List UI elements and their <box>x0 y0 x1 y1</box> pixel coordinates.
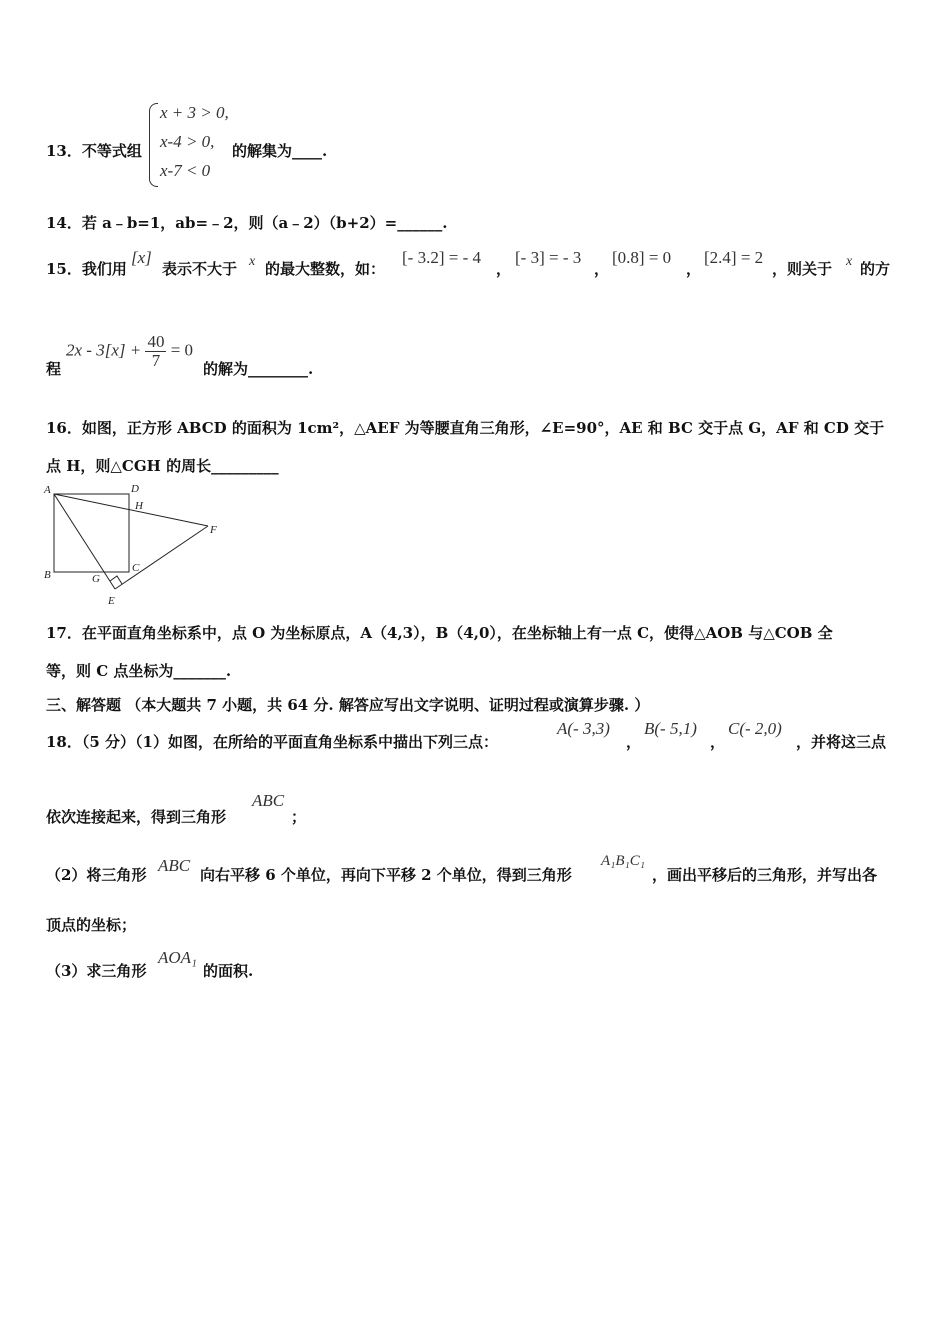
q15-x1: x <box>249 254 256 269</box>
q16-figure <box>40 484 230 609</box>
q15-comma-2: ， <box>594 260 610 278</box>
q18-p1-start: 18．（5 分）（1）如图，在所给的平面直角坐标系中描出下列三点： <box>46 733 498 751</box>
q15-eq-left: 2x - 3[x] + <box>66 340 142 360</box>
q13-tail: 的解集为____. <box>232 142 328 160</box>
q15-line2-end: 的解为________. <box>203 360 314 378</box>
segment-af <box>54 494 208 526</box>
q18-sep-2: ， <box>710 733 726 751</box>
q15-mid3: ，则关于 <box>772 260 833 278</box>
section-3-heading: 三、解答题 （本大题共 7 小题，共 64 分. 解答应写出文字说明、证明过程或演算步骤. ） <box>46 696 650 714</box>
q18-p1-end: ，并将这三点 <box>796 733 887 751</box>
q18-p2-mid: 向右平移 6 个单位，再向下平移 2 个单位，得到三角形 <box>200 866 572 884</box>
q18-abc-2: ABC <box>158 856 191 875</box>
q15-equation <box>66 333 193 370</box>
q13-label: 13．不等式组 <box>46 142 142 160</box>
q18-semicolon: ； <box>291 808 307 826</box>
q18-p3-end: 的面积. <box>203 962 254 980</box>
q15-eq-numerator: 40 <box>147 332 165 351</box>
q17-line2: 等，则 C 点坐标为_______. <box>46 662 232 680</box>
q15-example-3: [0.8] = 0 <box>612 248 672 267</box>
q18-p2-line2: 顶点的坐标； <box>46 916 137 934</box>
q18-aoa1: AOA₁ <box>158 948 197 967</box>
q15-comma-3: ， <box>686 260 702 278</box>
q15-example-2: [- 3] = - 3 <box>515 248 582 267</box>
q18-point-a: A(- 3,3) <box>557 719 610 738</box>
q15-example-1: [- 3.2] = - 4 <box>402 248 481 267</box>
q13-ineq-3: x-7 < 0 <box>160 161 211 180</box>
right-angle-mark <box>110 576 122 584</box>
q15-mid1: 表示不大于 <box>162 260 238 278</box>
q18-point-b: B(- 5,1) <box>644 719 697 738</box>
square-abcd <box>54 494 129 572</box>
system-brace <box>149 103 158 187</box>
q18-a1b1c1: A₁B₁C₁ <box>601 853 645 869</box>
q15-eq-denominator: 7 <box>151 351 161 370</box>
q15-x2: x <box>846 254 853 269</box>
q16-line1: 16．如图，正方形 ABCD 的面积为 1cm²，△AEF 为等腰直角三角形，∠E=90°，AE 和 BC 交于点 G，AF 和 CD 交于 <box>46 419 885 437</box>
label-d: D <box>131 484 139 495</box>
q15-line2-start: 程 <box>46 360 62 378</box>
label-h: H <box>135 500 143 512</box>
label-a: A <box>44 484 51 496</box>
q15-end1: 的方 <box>860 260 891 278</box>
q18-p2-end: ，画出平移后的三角形，并写出各 <box>652 866 878 884</box>
label-f: F <box>210 524 217 536</box>
q18-p1-line2: 依次连接起来，得到三角形 <box>46 808 227 826</box>
q15-mid2: 的最大整数，如： <box>265 260 386 278</box>
q13-ineq-1: x + 3 > 0, <box>160 103 229 122</box>
label-c: C <box>132 562 140 574</box>
q18-p2-start: （2）将三角形 <box>46 866 147 884</box>
q15-intro: 15．我们用 <box>46 260 127 278</box>
q18-point-c: C(- 2,0) <box>728 719 782 738</box>
q15-example-4: [2.4] = 2 <box>704 248 764 267</box>
q15-eq-fraction <box>145 333 166 370</box>
q18-abc-1: ABC <box>252 791 285 810</box>
q17-line1: 17．在平面直角坐标系中，点 O 为坐标原点，A（4,3），B（4,0），在坐标轴上有一点 C，使得△AOB 与△COB 全 <box>46 624 833 642</box>
q13-ineq-2: x-4 > 0, <box>160 132 215 151</box>
q16-line2: 点 H，则△CGH 的周长_________ <box>46 457 279 475</box>
q14-text: 14．若 a﹣b=1，ab=﹣2，则（a﹣2）（b+2）=______. <box>46 214 448 232</box>
q15-bracket-x: [x] <box>131 248 152 267</box>
q15-eq-right: = 0 <box>170 340 194 360</box>
label-g: G <box>92 573 100 585</box>
q15-comma-1: ， <box>496 260 512 278</box>
segment-ae <box>54 494 115 589</box>
label-e: E <box>108 595 115 607</box>
q18-p3-start: （3）求三角形 <box>46 962 147 980</box>
label-b: B <box>44 569 51 581</box>
q18-sep-1: ， <box>626 733 642 751</box>
